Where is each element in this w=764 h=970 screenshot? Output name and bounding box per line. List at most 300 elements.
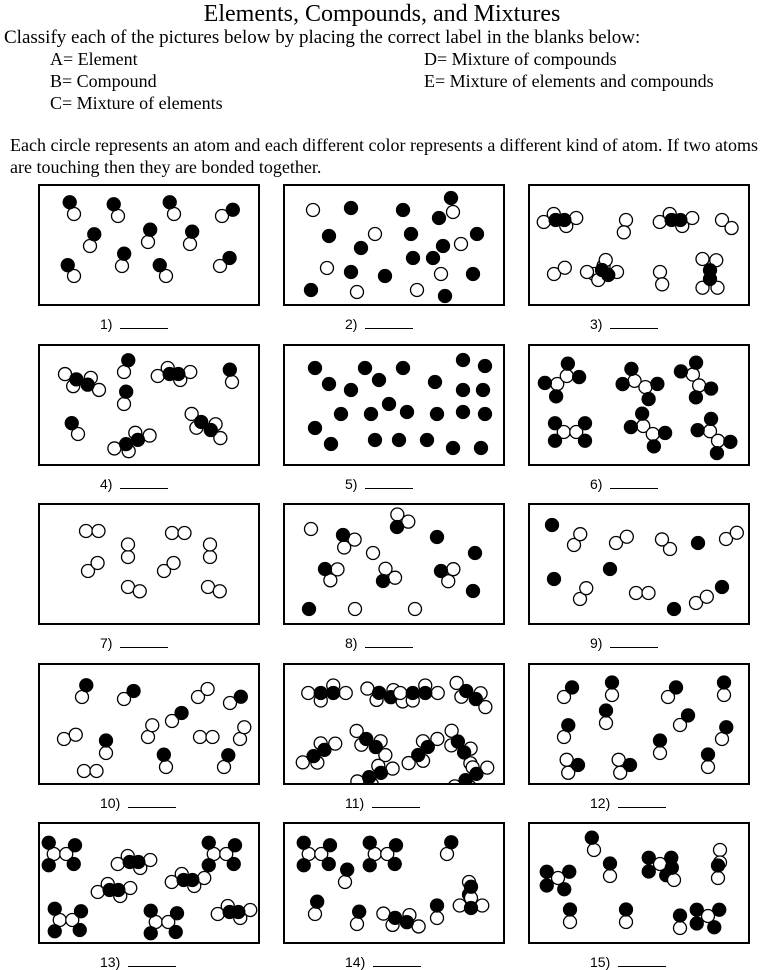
white-atom bbox=[321, 262, 334, 275]
explanation-text: Each circle represents an atom and each different color represents a different kind of atom. If two atoms are touching then they are bonded together. bbox=[10, 135, 759, 177]
white-atom bbox=[339, 876, 352, 889]
atom-diagram bbox=[285, 665, 503, 783]
black-atom bbox=[322, 858, 335, 871]
white-atom bbox=[100, 747, 113, 760]
problem-7-picture bbox=[38, 503, 260, 625]
black-atom bbox=[345, 384, 358, 397]
problem-number: 12) bbox=[590, 795, 611, 811]
black-atom bbox=[363, 836, 376, 849]
black-atom bbox=[713, 903, 726, 916]
white-atom bbox=[90, 765, 103, 778]
problem-7-answer bbox=[100, 635, 168, 651]
white-atom bbox=[620, 530, 633, 543]
black-atom bbox=[604, 857, 617, 870]
problem-number: 3) bbox=[590, 316, 603, 332]
black-atom bbox=[324, 839, 337, 852]
atom-diagram bbox=[530, 346, 748, 464]
black-atom bbox=[659, 426, 672, 439]
black-atom bbox=[705, 382, 718, 395]
black-atom bbox=[538, 376, 551, 389]
problem-1-answer bbox=[100, 316, 168, 332]
atom-diagram bbox=[530, 665, 748, 783]
black-atom bbox=[153, 259, 166, 272]
black-atom bbox=[335, 408, 348, 421]
black-atom bbox=[100, 734, 113, 747]
white-atom bbox=[588, 844, 601, 857]
problem-8-answer bbox=[345, 635, 413, 651]
black-atom bbox=[624, 759, 637, 772]
problem-11-picture bbox=[283, 663, 505, 785]
black-atom bbox=[475, 442, 488, 455]
white-atom bbox=[78, 765, 91, 778]
white-atom bbox=[409, 603, 422, 616]
black-atom bbox=[373, 374, 386, 387]
black-atom bbox=[65, 417, 78, 430]
black-atom bbox=[186, 225, 199, 238]
black-atom bbox=[88, 228, 101, 241]
white-atom bbox=[655, 533, 668, 546]
black-atom bbox=[202, 836, 215, 849]
black-atom bbox=[469, 693, 482, 706]
white-atom bbox=[80, 525, 93, 538]
black-atom bbox=[401, 406, 414, 419]
black-atom bbox=[431, 408, 444, 421]
black-atom bbox=[642, 393, 655, 406]
black-atom bbox=[419, 687, 432, 700]
black-atom bbox=[383, 398, 396, 411]
black-atom bbox=[562, 719, 575, 732]
atom-diagram bbox=[530, 186, 748, 304]
white-atom bbox=[441, 848, 454, 861]
black-atom bbox=[80, 679, 93, 692]
black-atom bbox=[61, 259, 74, 272]
problem-5-picture bbox=[283, 344, 505, 466]
problem-3-answer bbox=[590, 316, 658, 332]
white-atom bbox=[194, 731, 207, 744]
problem-14-answer bbox=[345, 954, 421, 970]
black-atom bbox=[431, 531, 444, 544]
black-atom bbox=[144, 927, 157, 940]
black-atom bbox=[467, 268, 480, 281]
black-atom bbox=[365, 408, 378, 421]
black-atom bbox=[616, 378, 629, 391]
white-atom bbox=[166, 527, 179, 540]
white-atom bbox=[600, 717, 613, 730]
black-atom bbox=[654, 734, 667, 747]
black-atom bbox=[309, 422, 322, 435]
atom-diagram bbox=[285, 186, 503, 304]
black-atom bbox=[163, 196, 176, 209]
white-atom bbox=[201, 682, 214, 695]
black-atom bbox=[157, 748, 170, 761]
atom-diagram bbox=[40, 665, 258, 783]
answer-blank[interactable] bbox=[618, 795, 666, 808]
black-atom bbox=[702, 748, 715, 761]
white-atom bbox=[730, 526, 743, 539]
black-atom bbox=[435, 565, 448, 578]
problem-number: 7) bbox=[100, 635, 113, 651]
black-atom bbox=[427, 252, 440, 265]
black-atom bbox=[437, 240, 450, 253]
problem-10-answer bbox=[100, 795, 176, 811]
black-atom bbox=[674, 909, 687, 922]
black-atom bbox=[172, 368, 185, 381]
black-atom bbox=[690, 917, 703, 930]
white-atom bbox=[700, 590, 713, 603]
black-atom bbox=[232, 906, 245, 919]
black-atom bbox=[642, 851, 655, 864]
problem-12-picture bbox=[528, 663, 750, 785]
black-atom bbox=[647, 440, 660, 453]
black-atom bbox=[391, 521, 404, 534]
problem-3-picture bbox=[528, 184, 750, 306]
white-atom bbox=[604, 870, 617, 883]
black-atom bbox=[405, 228, 418, 241]
black-atom bbox=[572, 759, 585, 772]
black-atom bbox=[457, 354, 470, 367]
white-atom bbox=[716, 733, 729, 746]
black-atom bbox=[447, 442, 460, 455]
black-atom bbox=[388, 858, 401, 871]
black-atom bbox=[457, 384, 470, 397]
black-atom bbox=[431, 899, 444, 912]
black-atom bbox=[550, 390, 563, 403]
black-atom bbox=[439, 290, 452, 303]
black-atom bbox=[549, 434, 562, 447]
white-atom bbox=[122, 581, 135, 594]
problem-10-picture bbox=[38, 663, 260, 785]
white-atom bbox=[391, 508, 404, 521]
label-compound: B= Compound bbox=[50, 71, 157, 91]
black-atom bbox=[458, 746, 471, 759]
answer-blank[interactable] bbox=[365, 316, 413, 329]
white-atom bbox=[630, 587, 643, 600]
white-atom bbox=[574, 528, 587, 541]
white-atom bbox=[718, 689, 731, 702]
atom-diagram bbox=[40, 824, 258, 942]
black-atom bbox=[222, 749, 235, 762]
problem-number: 2) bbox=[345, 316, 358, 332]
white-atom bbox=[118, 366, 131, 379]
answer-blank[interactable] bbox=[618, 954, 666, 967]
black-atom bbox=[345, 266, 358, 279]
white-atom bbox=[204, 538, 217, 551]
problem-2-picture bbox=[283, 184, 505, 306]
white-atom bbox=[606, 689, 619, 702]
problem-2-answer bbox=[345, 316, 413, 332]
answer-blank[interactable] bbox=[373, 954, 421, 967]
atom-diagram bbox=[40, 186, 258, 304]
black-atom bbox=[668, 603, 681, 616]
black-atom bbox=[579, 434, 592, 447]
answer-blank[interactable] bbox=[120, 635, 168, 648]
black-atom bbox=[718, 676, 731, 689]
black-atom bbox=[564, 903, 577, 916]
black-atom bbox=[327, 687, 340, 700]
problem-4-picture bbox=[38, 344, 260, 466]
black-atom bbox=[620, 903, 633, 916]
problem-number: 6) bbox=[590, 476, 603, 492]
problem-9-answer bbox=[590, 635, 658, 651]
problem-15-answer bbox=[590, 954, 666, 970]
black-atom bbox=[624, 421, 637, 434]
answer-blank[interactable] bbox=[120, 476, 168, 489]
black-atom bbox=[319, 563, 332, 576]
white-atom bbox=[712, 434, 725, 447]
problem-14-picture bbox=[283, 822, 505, 944]
black-atom bbox=[690, 356, 703, 369]
black-atom bbox=[112, 884, 125, 897]
white-atom bbox=[68, 208, 81, 221]
black-atom bbox=[548, 573, 561, 586]
black-atom bbox=[397, 204, 410, 217]
label-mixture-of-elements: C= Mixture of elements bbox=[50, 93, 223, 113]
white-atom bbox=[213, 585, 226, 598]
black-atom bbox=[389, 911, 402, 924]
white-atom bbox=[143, 429, 156, 442]
white-atom bbox=[654, 747, 667, 760]
black-atom bbox=[691, 424, 704, 437]
black-atom bbox=[558, 214, 571, 227]
black-atom bbox=[690, 903, 703, 916]
black-atom bbox=[670, 681, 683, 694]
black-atom bbox=[421, 740, 434, 753]
white-atom bbox=[412, 920, 425, 933]
answer-blank[interactable] bbox=[610, 476, 658, 489]
black-atom bbox=[63, 196, 76, 209]
white-atom bbox=[84, 240, 97, 253]
black-atom bbox=[81, 378, 94, 391]
atom-diagram bbox=[40, 505, 258, 623]
problem-6-picture bbox=[528, 344, 750, 466]
black-atom bbox=[467, 585, 480, 598]
black-atom bbox=[665, 861, 678, 874]
black-atom bbox=[642, 865, 655, 878]
white-atom bbox=[142, 731, 155, 744]
black-atom bbox=[355, 242, 368, 255]
white-atom bbox=[112, 210, 125, 223]
label-mixture-elements-compounds: E= Mixture of elements and compounds bbox=[424, 71, 714, 91]
black-atom bbox=[540, 865, 553, 878]
answer-blank[interactable] bbox=[128, 954, 176, 967]
black-atom bbox=[341, 863, 354, 876]
white-atom bbox=[558, 261, 571, 274]
white-atom bbox=[455, 238, 468, 251]
white-atom bbox=[558, 731, 571, 744]
black-atom bbox=[337, 529, 350, 542]
black-atom bbox=[127, 684, 140, 697]
black-atom bbox=[704, 273, 717, 286]
black-atom bbox=[724, 435, 737, 448]
instructions: Classify each of the pictures below by placing the correct label in the blanks below: bbox=[4, 27, 641, 48]
white-atom bbox=[202, 581, 215, 594]
black-atom bbox=[540, 879, 553, 892]
white-atom bbox=[307, 204, 320, 217]
black-atom bbox=[374, 766, 387, 779]
white-atom bbox=[58, 733, 71, 746]
black-atom bbox=[682, 709, 695, 722]
problem-number: 8) bbox=[345, 635, 358, 651]
problem-1-picture bbox=[38, 184, 260, 306]
white-atom bbox=[349, 603, 362, 616]
black-atom bbox=[309, 362, 322, 375]
answer-blank[interactable] bbox=[128, 795, 176, 808]
black-atom bbox=[345, 202, 358, 215]
black-atom bbox=[120, 438, 133, 451]
black-atom bbox=[429, 376, 442, 389]
black-atom bbox=[229, 839, 242, 852]
problem-number: 1) bbox=[100, 316, 113, 332]
black-atom bbox=[465, 880, 478, 893]
black-atom bbox=[359, 362, 372, 375]
white-atom bbox=[620, 916, 633, 929]
problem-8-picture bbox=[283, 503, 505, 625]
problem-number: 9) bbox=[590, 635, 603, 651]
white-atom bbox=[642, 587, 655, 600]
black-atom bbox=[625, 362, 638, 375]
white-atom bbox=[564, 916, 577, 929]
white-atom bbox=[668, 874, 681, 887]
black-atom bbox=[325, 438, 338, 451]
black-atom bbox=[465, 902, 478, 915]
black-atom bbox=[604, 563, 617, 576]
black-atom bbox=[636, 407, 649, 420]
problem-number: 14) bbox=[345, 954, 366, 970]
white-atom bbox=[369, 228, 382, 241]
white-atom bbox=[620, 214, 633, 227]
black-atom bbox=[469, 547, 482, 560]
black-atom bbox=[457, 406, 470, 419]
white-atom bbox=[108, 442, 121, 455]
black-atom bbox=[479, 408, 492, 421]
black-atom bbox=[445, 192, 458, 205]
black-atom bbox=[67, 858, 80, 871]
black-atom bbox=[369, 741, 382, 754]
black-atom bbox=[311, 895, 324, 908]
black-atom bbox=[69, 839, 82, 852]
white-atom bbox=[226, 376, 239, 389]
white-atom bbox=[238, 721, 251, 734]
atom-diagram bbox=[40, 346, 258, 464]
white-atom bbox=[431, 687, 444, 700]
black-atom bbox=[470, 767, 483, 780]
black-atom bbox=[369, 434, 382, 447]
black-atom bbox=[708, 921, 721, 934]
white-atom bbox=[646, 428, 659, 441]
black-atom bbox=[406, 687, 419, 700]
white-atom bbox=[386, 762, 399, 775]
answer-blank[interactable] bbox=[610, 635, 658, 648]
problem-5-answer bbox=[345, 476, 413, 492]
white-atom bbox=[674, 922, 687, 935]
problem-6-answer bbox=[590, 476, 658, 492]
white-atom bbox=[122, 538, 135, 551]
problem-13-answer bbox=[100, 954, 176, 970]
white-atom bbox=[560, 369, 573, 382]
white-atom bbox=[431, 912, 444, 925]
white-atom bbox=[168, 208, 181, 221]
black-atom bbox=[132, 856, 145, 869]
black-atom bbox=[390, 839, 403, 852]
answer-blank[interactable] bbox=[120, 316, 168, 329]
white-atom bbox=[447, 563, 460, 576]
black-atom bbox=[175, 706, 188, 719]
problem-number: 15) bbox=[590, 954, 611, 970]
black-atom bbox=[42, 836, 55, 849]
white-atom bbox=[167, 556, 180, 569]
problem-11-answer bbox=[345, 795, 420, 811]
black-atom bbox=[318, 743, 331, 756]
answer-blank[interactable] bbox=[372, 795, 420, 808]
black-atom bbox=[606, 676, 619, 689]
white-atom bbox=[234, 733, 247, 746]
black-atom bbox=[169, 926, 182, 939]
black-atom bbox=[48, 902, 61, 915]
white-atom bbox=[302, 687, 315, 700]
black-atom bbox=[323, 378, 336, 391]
black-atom bbox=[42, 859, 55, 872]
white-atom bbox=[435, 268, 448, 281]
problem-15-picture bbox=[528, 822, 750, 944]
black-atom bbox=[720, 721, 733, 734]
white-atom bbox=[351, 775, 364, 783]
black-atom bbox=[705, 412, 718, 425]
white-atom bbox=[160, 761, 173, 774]
problem-number: 10) bbox=[100, 795, 121, 811]
answer-blank[interactable] bbox=[610, 316, 658, 329]
answer-blank[interactable] bbox=[365, 635, 413, 648]
white-atom bbox=[118, 398, 131, 411]
black-atom bbox=[377, 575, 390, 588]
black-atom bbox=[566, 681, 579, 694]
black-atom bbox=[120, 385, 133, 398]
black-atom bbox=[397, 362, 410, 375]
atom-diagram bbox=[285, 505, 503, 623]
black-atom bbox=[227, 858, 240, 871]
answer-blank[interactable] bbox=[365, 476, 413, 489]
problem-number: 4) bbox=[100, 476, 113, 492]
white-atom bbox=[367, 547, 380, 560]
black-atom bbox=[75, 905, 88, 918]
black-atom bbox=[48, 925, 61, 938]
atom-diagram bbox=[530, 505, 748, 623]
atom-diagram bbox=[285, 346, 503, 464]
black-atom bbox=[558, 883, 571, 896]
white-atom bbox=[206, 731, 219, 744]
black-atom bbox=[579, 417, 592, 430]
problem-13-picture bbox=[38, 822, 260, 944]
black-atom bbox=[689, 391, 702, 404]
white-atom bbox=[351, 918, 364, 931]
white-atom bbox=[714, 844, 727, 857]
black-atom bbox=[122, 354, 135, 367]
black-atom bbox=[674, 365, 687, 378]
black-atom bbox=[393, 434, 406, 447]
black-atom bbox=[314, 687, 327, 700]
white-atom bbox=[656, 278, 669, 291]
black-atom bbox=[563, 865, 576, 878]
black-atom bbox=[363, 771, 376, 783]
black-atom bbox=[303, 603, 316, 616]
white-atom bbox=[617, 226, 630, 239]
white-atom bbox=[712, 872, 725, 885]
white-atom bbox=[377, 907, 390, 920]
black-atom bbox=[186, 874, 199, 887]
black-atom bbox=[323, 230, 336, 243]
black-atom bbox=[407, 252, 420, 265]
worksheet-title: Elements, Compounds, and Mixtures bbox=[203, 1, 561, 27]
white-atom bbox=[178, 527, 191, 540]
